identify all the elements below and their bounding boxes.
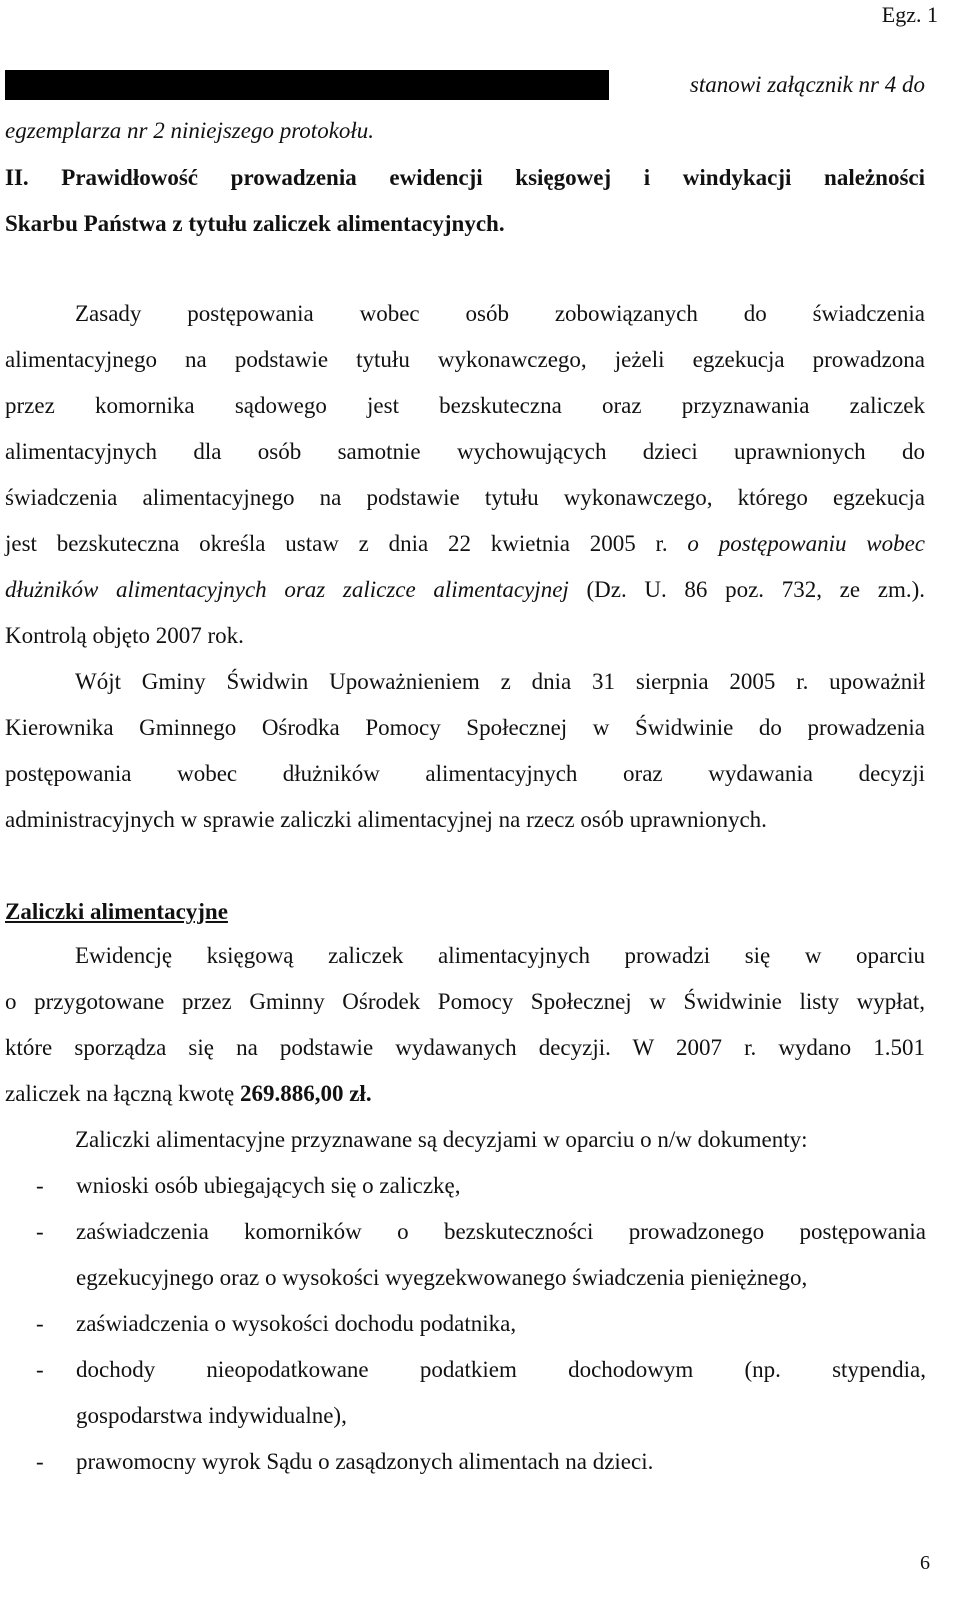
- subsection-line: Ewidencję księgową zaliczek alimentacyjnych prowadzi się w oparciu: [75, 943, 925, 968]
- list-item: wnioski osób ubiegających się o zaliczkę,: [76, 1173, 461, 1198]
- list-item: zaświadczenia komorników o bezskuteczności prowadzonego postępowania: [76, 1219, 926, 1244]
- section-heading-line-1: II. Prawidłowość prowadzenia ewidencji księgowej i windykacji należności: [5, 165, 925, 190]
- subsection-line: które sporządza się na podstawie wydawanych decyzji. W 2007 r. wydano 1.501: [5, 1035, 925, 1060]
- intro-line-2: egzemplarza nr 2 niniejszego protokołu.: [5, 118, 375, 143]
- list-dash: -: [36, 1449, 44, 1474]
- list-item: zaświadczenia o wysokości dochodu podatnika,: [76, 1311, 517, 1336]
- para1-line: alimentacyjnych dla osób samotnie wychowujących dzieci uprawnionych do: [5, 439, 925, 464]
- para2-line: Wójt Gminy Świdwin Upoważnieniem z dnia 31 sierpnia 2005 r. upoważnił: [75, 669, 925, 694]
- total-prefix: zaliczek na łączną kwotę: [5, 1081, 235, 1106]
- act-title-part-2: dłużników alimentacyjnych oraz zaliczce alimentacyjnej: [5, 577, 569, 602]
- section-heading-line-2: Skarbu Państwa z tytułu zaliczek alimentacyjnych.: [5, 211, 505, 236]
- citation: (Dz. U. 86 poz. 732, ze zm.).: [586, 577, 925, 602]
- copy-label: Egz. 1: [881, 2, 938, 27]
- page-number: 6: [920, 1552, 930, 1574]
- subsection-heading: Zaliczki alimentacyjne: [5, 899, 228, 924]
- para1-line: przez komornika sądowego jest bezskuteczna oraz przyznawania zaliczek: [5, 393, 925, 418]
- para2-line: Kierownika Gminnego Ośrodka Pomocy Społecznej w Świdwinie do prowadzenia: [5, 715, 925, 740]
- intro-line-1: stanowi załącznik nr 4 do: [689, 72, 925, 97]
- list-item: prawomocny wyrok Sądu o zasądzonych alimentach na dzieci.: [76, 1449, 654, 1474]
- documents-intro: Zaliczki alimentacyjne przyznawane są decyzjami w oparciu o n/w dokumenty:: [75, 1127, 808, 1152]
- para1-line: świadczenia alimentacyjnego na podstawie tytułu wykonawczego, którego egzekucja: [5, 485, 925, 510]
- para1-last-line: Kontrolą objęto 2007 rok.: [5, 623, 244, 648]
- list-dash: -: [36, 1357, 44, 1382]
- list-item-continuation: egzekucyjnego oraz o wysokości wyegzekwowanego świadczenia pieniężnego,: [76, 1265, 808, 1290]
- list-dash: -: [36, 1173, 44, 1198]
- list-dash: -: [36, 1311, 44, 1336]
- para1-line: alimentacyjnego na podstawie tytułu wykonawczego, jeżeli egzekucja prowadzona: [5, 347, 925, 372]
- para2-line: administracyjnych w sprawie zaliczki alimentacyjnej na rzecz osób uprawnionych.: [5, 807, 767, 832]
- list-dash: -: [36, 1219, 44, 1244]
- total-amount: 269.886,00 zł.: [239, 1081, 372, 1106]
- act-title-part-1: o postępowaniu wobec: [687, 531, 925, 556]
- para1-line-with-italic: [5, 529, 925, 559]
- para2-line: postępowania wobec dłużników alimentacyjnych oraz wydawania decyzji: [5, 761, 925, 786]
- list-item-continuation: gospodarstwa indywidualne),: [76, 1403, 347, 1428]
- total-line: [5, 1079, 925, 1109]
- para1-citation-line: [5, 575, 925, 605]
- para1-text: jest bezskuteczna określa ustaw z dnia 22 kwietnia 2005 r.: [5, 531, 668, 556]
- list-item: dochody nieopodatkowane podatkiem dochodowym (np. stypendia,: [76, 1357, 926, 1382]
- subsection-line: o przygotowane przez Gminny Ośrodek Pomocy Społecznej w Świdwinie listy wypłat,: [5, 989, 925, 1014]
- para1-line: Zasady postępowania wobec osób zobowiązanych do świadczenia: [75, 301, 925, 326]
